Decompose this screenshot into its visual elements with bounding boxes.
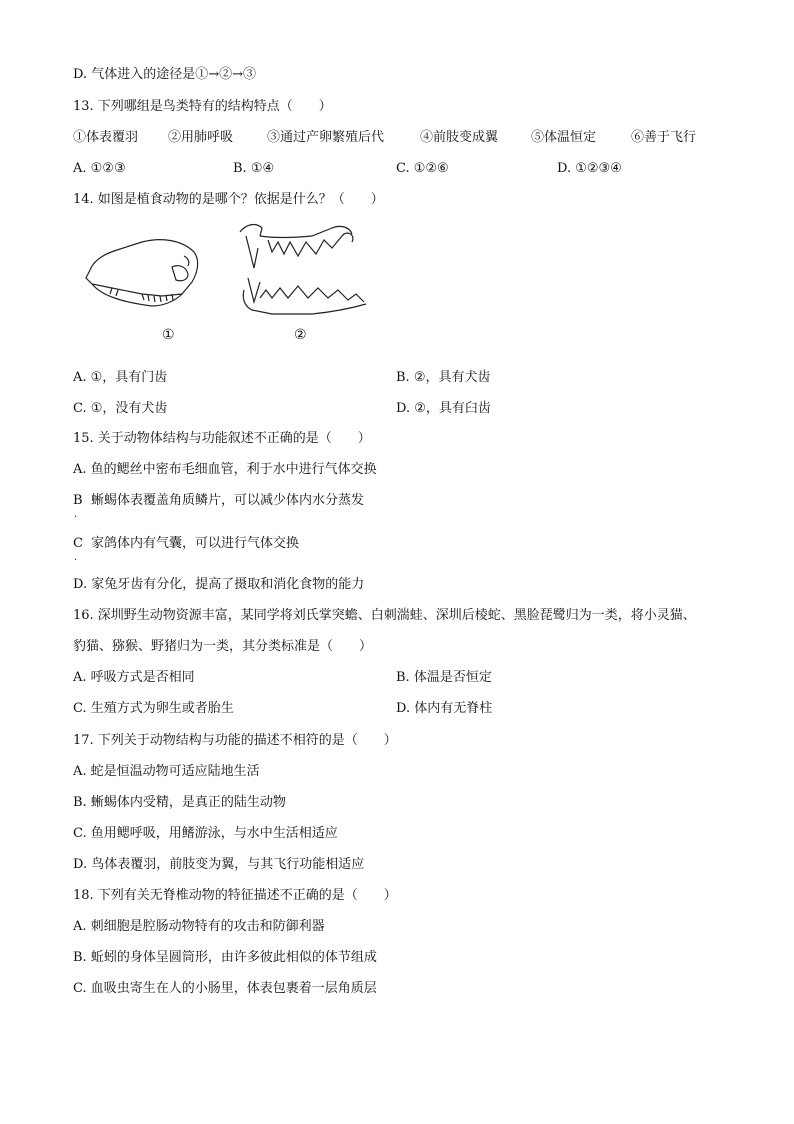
figure-label-2: ② (294, 327, 307, 343)
q16-option-b: B. 体温是否恒定 (396, 670, 492, 685)
q13-feature-4: ④前肢变成翼 (420, 130, 499, 145)
q14-option-a: A. ①，具有门齿 (73, 370, 168, 385)
q13-option-a: A. ①②③ (73, 161, 126, 176)
q17-option-d: D. 鸟体表覆羽，前肢变为翼，与其飞行功能相适应 (73, 857, 365, 872)
q13-option-b: B. ①④ (233, 161, 275, 176)
q17-option-c: C. 鱼用鳃呼吸，用鳍游泳，与水中生活相适应 (73, 826, 338, 841)
q15-option-d: D. 家兔牙齿有分化，提高了摄取和消化食物的能力 (73, 577, 365, 592)
q13-feature-3: ③通过产卵繁殖后代 (267, 130, 385, 145)
q15-option-c-dot: . (74, 552, 78, 563)
q14-option-c: C. ①，没有犬齿 (73, 401, 168, 416)
q16-option-a: A. 呼吸方式是否相同 (73, 670, 195, 685)
q12-option-d: D. 气体进入的途径是①→②→③ (73, 67, 257, 82)
q16-option-c: C. 生殖方式为卵生或者胎生 (73, 701, 234, 716)
q15-option-a: A. 鱼的鳃丝中密布毛细血管，利于水中进行气体交换 (73, 462, 377, 477)
q15-option-b-letter: B (73, 493, 83, 508)
q17-stem: 17. 下列关于动物结构与功能的描述不相符的是（ ） (73, 733, 397, 748)
q13-option-d: D. ①②③④ (557, 161, 622, 176)
q15-option-b-dot: . (74, 509, 78, 520)
q17-option-a: A. 蛇是恒温动物可适应陆地生活 (73, 764, 260, 779)
q14-option-d: D. ②，具有臼齿 (396, 401, 491, 416)
q13-option-c: C. ①②⑥ (396, 161, 449, 176)
q16-stem-line-2: 豹猫、猕猴、野猪归为一类，其分类标准是（ ） (73, 639, 373, 654)
q14-option-b: B. ②，具有犬齿 (396, 370, 491, 385)
q17-option-b: B. 蜥蜴体内受精，是真正的陆生动物 (73, 795, 286, 810)
carnivore-jaws-figure (232, 218, 372, 328)
q13-feature-5: ⑤体温恒定 (531, 130, 597, 145)
q18-stem: 18. 下列有关无脊椎动物的特征描述不正确的是（ ） (73, 888, 397, 903)
q13-stem: 13. 下列哪组是鸟类特有的结构特点（ ） (73, 99, 332, 114)
q15-stem: 15. 关于动物体结构与功能叙述不正确的是（ ） (73, 431, 371, 446)
q18-option-b: B. 蚯蚓的身体呈圆筒形，由许多彼此相似的体节组成 (73, 950, 377, 965)
q15-option-c-text: 家鸽体内有气囊，可以进行气体交换 (91, 536, 300, 551)
q15-option-b-text: 蜥蜴体表覆盖角质鳞片，可以减少体内水分蒸发 (91, 493, 365, 508)
q18-option-c: C. 血吸虫寄生在人的小肠里，体表包裹着一层角质层 (73, 981, 377, 996)
q13-feature-6: ⑥善于飞行 (631, 130, 697, 145)
q13-feature-2: ②用肺呼吸 (168, 130, 234, 145)
herbivore-skull-figure (82, 232, 207, 312)
q15-option-c-letter: C (73, 536, 83, 551)
q16-stem-line-1: 16. 深圳野生动物资源丰富，某同学将刘氏掌突蟾、白刺湍蛙、深圳后棱蛇、黑脸琵鹭归为一类，将小灵猫、 (73, 608, 696, 623)
q14-stem: 14. 如图是植食动物的是哪个？依据是什么？（ ） (73, 192, 384, 207)
q16-option-d: D. 体内有无脊柱 (396, 701, 493, 716)
q18-option-a: A. 刺细胞是腔肠动物特有的攻击和防御利器 (73, 919, 325, 934)
figure-label-1: ① (162, 327, 175, 343)
q13-feature-1: ①体表覆羽 (73, 130, 139, 145)
